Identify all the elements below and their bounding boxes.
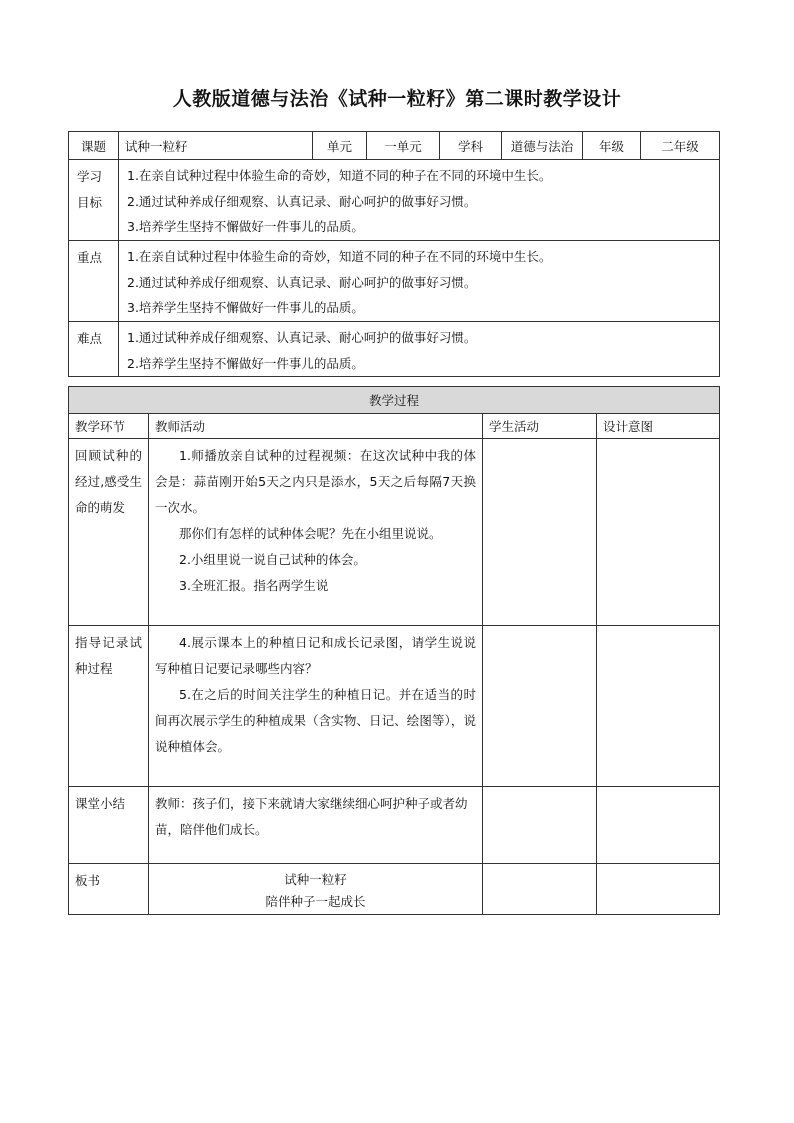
grade-value: 二年级 [641,132,720,160]
lesson-info-table [68,131,720,377]
objective-item: 2.通过试种养成仔细观察、认真记录、耐心呵护的做事好习惯。 [127,193,477,209]
stage-cell: 回顾试种的经过,感受生命的萌发 [69,439,149,626]
subject-value: 道德与法治 [502,132,583,160]
teacher-activity-paragraph: 3.全班汇报。指名两学生说 [179,578,329,593]
process-header-row [69,387,720,414]
key-point-item: 2.通过试种养成仔细观察、认真记录、耐心呵护的做事好习惯。 [127,274,477,290]
blackboard-line: 陪伴种子一起成长 [265,894,366,909]
grade-label: 年级 [583,132,641,160]
info-header-row [69,132,720,160]
lesson-label: 课题 [69,132,119,160]
teacher-activity-paragraph: 教师：孩子们，接下来就请大家继续细心呵护种子或者幼苗，陪伴他们成长。 [155,796,468,837]
teacher-activity-paragraph: 那你们有怎样的试种体会呢？先在小组里说说。 [179,526,442,541]
stage-cell: 课堂小结 [69,787,149,864]
teacher-activity-paragraph: 2.小组里说一说自己试种的体会。 [179,552,366,567]
page-title: 人教版道德与法治《试种一粒籽》第二课时教学设计 [172,88,622,110]
design-intent-cell [597,626,720,787]
teacher-activity-cell [149,787,483,864]
key-points-content [119,241,720,322]
teaching-process-table [68,386,720,915]
teacher-activity-paragraph: 1.师播放亲自试种的过程视频：在这次试种中我的体会是：蒜苗刚开始5天之内只是添水，5天之后每隔7天换一次水。 [155,448,476,515]
design-intent-cell [597,787,720,864]
objectives-label-line: 目标 [77,195,103,210]
unit-label: 单元 [313,132,367,160]
objectives-row [69,160,720,241]
column-header-stage: 教学环节 [69,414,149,439]
objectives-content [119,160,720,241]
subject-label: 学科 [440,132,502,160]
column-header-intent: 设计意图 [597,414,720,439]
process-row-summary [69,787,720,864]
process-header: 教学过程 [69,387,720,414]
student-activity-cell [483,626,597,787]
key-point-item: 3.培养学生坚持不懈做好一件事儿的品质。 [127,300,364,315]
teacher-activity-paragraph: 4.展示课本上的种植日记和成长记录图，请学生说说写种植日记要记录哪些内容？ [155,635,476,676]
blackboard-cell [149,864,483,915]
stage-cell: 板书 [69,864,149,915]
difficulties-label: 难点 [69,322,119,377]
student-activity-cell [483,864,597,915]
design-intent-cell [597,864,720,915]
objectives-label [69,160,119,241]
unit-value: 一单元 [367,132,440,160]
column-header-student: 学生活动 [483,414,597,439]
process-row-record [69,626,720,787]
difficulty-item: 2.培养学生坚持不懈做好一件事儿的品质。 [127,355,364,371]
student-activity-cell [483,787,597,864]
column-header-row [69,414,720,439]
key-point-item: 1.在亲自试种过程中体验生命的奇妙，知道不同的种子在不同的环境中生长。 [127,249,552,264]
objective-item: 1.在亲自试种过程中体验生命的奇妙，知道不同的种子在不同的环境中生长。 [127,168,552,183]
process-row-board [69,864,720,915]
key-points-row [69,241,720,322]
stage-cell: 指导记录试种过程 [69,626,149,787]
teacher-activity-cell [149,439,483,626]
teacher-activity-paragraph: 5.在之后的时间关注学生的种植日记。并在适当的时间再次展示学生的种植成果（含实物、日记、绘图等），说说种植体会。 [155,687,476,754]
column-header-teacher: 教师活动 [149,414,483,439]
design-intent-cell [597,439,720,626]
student-activity-cell [483,439,597,626]
blackboard-line: 试种一粒籽 [284,872,347,887]
key-points-label: 重点 [69,241,119,322]
lesson-value: 试种一粒籽 [119,132,313,160]
objectives-label-line: 学习 [77,169,103,184]
teacher-activity-cell [149,626,483,787]
objective-item: 3.培养学生坚持不懈做好一件事儿的品质。 [127,219,364,234]
difficulty-item: 1.通过试种养成仔细观察、认真记录、耐心呵护的做事好习惯。 [127,330,477,345]
difficulties-row [69,322,720,377]
process-row-review [69,439,720,626]
difficulties-content [119,322,720,377]
